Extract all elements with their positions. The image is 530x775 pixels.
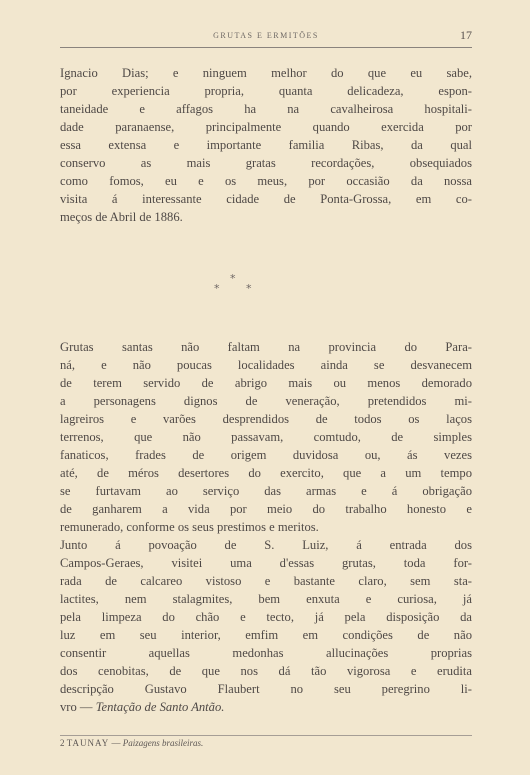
separator-star: *	[230, 272, 236, 285]
text-line: remunerado, conforme os seus prestimos e meritos.	[60, 520, 319, 534]
text-line: por experiencia propria, quanta delicadeza, espon-	[60, 84, 472, 98]
running-title: GRUTAS E ERMITÕES	[213, 31, 319, 40]
text-line: como fomos, eu e os meus, por occasião da nossa	[60, 174, 472, 188]
text-line: taneidade e affagos ha na cavalheirosa hospitali-	[60, 102, 472, 116]
footnote-mark: 2	[60, 738, 65, 748]
text-line: Grutas santas não faltam na provincia do Para-	[60, 340, 472, 354]
text-line: lactites, nem stalagmites, bem enxuta e curiosa, já	[60, 592, 472, 606]
text-fragment: vro —	[60, 700, 96, 714]
footnote-title: Paizagens brasileiras.	[122, 738, 204, 748]
text-line	[60, 698, 472, 716]
text-line: essa extensa e importante familia Ribas, da qual	[60, 138, 472, 152]
text-line: Junto á povoação de S. Luiz, á entrada dos	[60, 538, 472, 552]
text-line: consentir aquellas medonhas allucinações proprias	[60, 646, 472, 660]
text-line: fanaticos, frades de origem duvidosa ou, ás vezes	[60, 448, 472, 462]
text-line: luz em seu interior, emfim em condições de não	[60, 628, 472, 642]
text-line: lagreiros e varões desprendidos de todos os laços	[60, 412, 472, 426]
text-line: ná, e não poucas localidades ainda se desvanecem	[60, 358, 472, 372]
text-line: de terem servido de abrigo mais ou menos demorado	[60, 376, 472, 390]
text-line: Ignacio Dias; e ninguem melhor do que eu sabe,	[60, 66, 472, 80]
text-line: rada de calcareo vistoso e bastante claro, sem sta-	[60, 574, 472, 588]
text-line: visita á interessante cidade de Ponta-Grossa, em co-	[60, 192, 472, 206]
text-line: de ganharem a vida por meio do trabalho honesto e	[60, 502, 472, 516]
text-line: terrenos, que não passavam, comtudo, de simples	[60, 430, 472, 444]
section-separator	[0, 272, 530, 302]
text-line: dos cenobitas, de que nos dá tão vigorosa e erudita	[60, 664, 472, 678]
paragraph-grutas	[60, 338, 472, 716]
text-line: até, de méros desertores do exercito, que a um tempo	[60, 466, 472, 480]
text-line: descripção Gustavo Flaubert no seu peregrino li-	[60, 682, 472, 696]
text-line: dade paranaense, principalmente quando exercida por	[60, 120, 472, 134]
text-line: meços de Abril de 1886.	[60, 210, 183, 224]
text-line: se furtavam ao serviço das armas e á obrigação	[60, 484, 472, 498]
text-line: pela limpeza do chão e tecto, já pela disposição da	[60, 610, 472, 624]
separator-star: *	[214, 282, 220, 295]
footnote-author: TAUNAY	[66, 738, 110, 748]
text-line: Campos-Geraes, visitei uma d'essas grutas, toda for-	[60, 556, 472, 570]
paragraph-continued	[60, 64, 472, 226]
footnote	[60, 735, 472, 748]
text-line: conservo as mais gratas recordações, obsequiados	[60, 156, 472, 170]
book-title-italic: Tentação de Santo Antão.	[95, 700, 225, 714]
page-number: 17	[460, 28, 472, 42]
separator-star: *	[246, 282, 252, 295]
footnote-line	[60, 738, 203, 748]
text-line: a personagens dignos de veneração, pretendidos mi-	[60, 394, 472, 408]
footnote-dash: —	[111, 738, 121, 748]
running-head	[60, 27, 472, 48]
